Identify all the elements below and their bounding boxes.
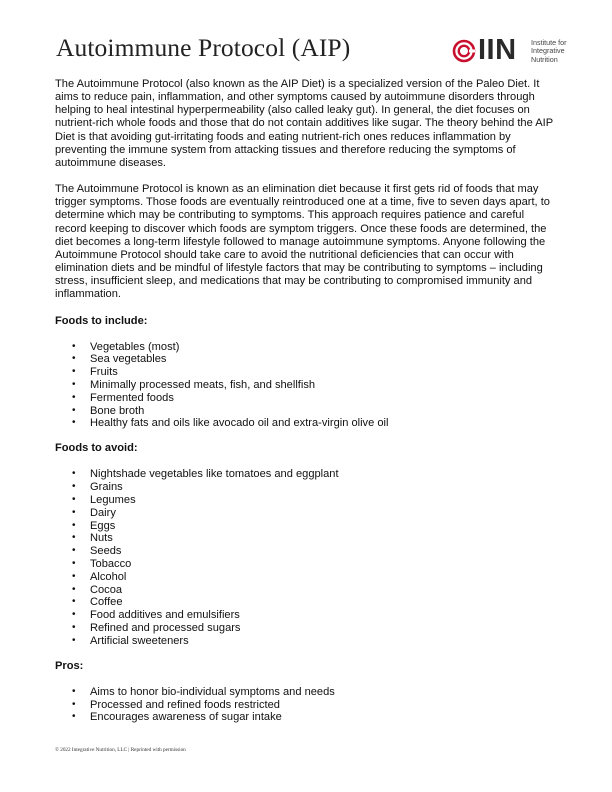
list-item-text: Grains — [90, 481, 123, 494]
swirl-logo-icon — [452, 39, 476, 63]
bullet-icon: • — [72, 391, 76, 403]
bullet-icon: • — [72, 519, 76, 531]
list-item-text: Refined and processed sugars — [90, 621, 241, 634]
list-item-text: Eggs — [90, 519, 116, 532]
bullet-icon: • — [72, 583, 76, 595]
list-item-text: Nightshade vegetables like tomatoes and eggplant — [90, 468, 339, 481]
copyright-footer: © 2022 Integrative Nutrition, LLC | Reprinted with permission — [55, 747, 186, 753]
foods-include-list — [55, 341, 555, 431]
list-item — [55, 379, 555, 392]
list-item — [55, 392, 555, 405]
list-item-text: Cocoa — [90, 583, 123, 596]
bullet-icon: • — [72, 711, 76, 723]
bullet-icon: • — [72, 493, 76, 505]
list-item — [55, 481, 555, 494]
logo-mark: IIN — [478, 34, 517, 66]
logo-line: Institute for — [531, 38, 567, 47]
list-item-text: Coffee — [90, 596, 123, 609]
list-item-text: Encourages awareness of sugar intake — [90, 711, 282, 724]
list-item — [55, 532, 555, 545]
bullet-icon: • — [72, 532, 76, 544]
foods-include-heading: Foods to include: — [55, 314, 148, 327]
list-item-text: Dairy — [90, 506, 116, 519]
list-item — [55, 507, 555, 520]
bullet-icon: • — [72, 685, 76, 697]
bullet-icon: • — [72, 417, 76, 429]
list-item-text: Aims to honor bio-individual symptoms and needs — [90, 685, 335, 698]
list-item-text: Minimally processed meats, fish, and shellfish — [90, 379, 316, 392]
bullet-icon: • — [72, 596, 76, 608]
list-item — [55, 520, 555, 533]
bullet-icon: • — [72, 609, 76, 621]
list-item — [55, 635, 555, 648]
list-item-text: Bone broth — [90, 404, 145, 417]
foods-avoid-list — [55, 468, 555, 647]
bullet-icon: • — [72, 557, 76, 569]
bullet-icon: • — [72, 404, 76, 416]
bullet-icon: • — [72, 545, 76, 557]
bullet-icon: • — [72, 340, 76, 352]
bullet-icon: • — [72, 698, 76, 710]
list-item-text: Artificial sweeteners — [90, 634, 189, 647]
list-item-text: Sea vegetables — [90, 353, 167, 366]
list-item — [55, 622, 555, 635]
list-item — [55, 596, 555, 609]
list-item — [55, 366, 555, 379]
list-item — [55, 558, 555, 571]
list-item-text: Fruits — [90, 366, 118, 379]
pros-heading: Pros: — [55, 659, 84, 672]
foods-avoid-heading: Foods to avoid: — [55, 442, 138, 455]
list-item — [55, 468, 555, 481]
list-item-text: Alcohol — [90, 570, 127, 583]
list-item — [55, 699, 555, 712]
list-item-text: Tobacco — [90, 557, 132, 570]
logo-line: Integrative — [531, 46, 565, 56]
list-item — [55, 584, 555, 597]
bullet-icon: • — [72, 481, 76, 493]
list-item — [55, 711, 555, 724]
list-item — [55, 417, 555, 430]
page-title: Autoimmune Protocol (AIP) — [56, 33, 351, 62]
list-item-text: Vegetables (most) — [90, 340, 180, 353]
logo-wordmark — [531, 39, 581, 64]
intro-paragraph: The Autoimmune Protocol (also known as the AIP Diet) is a specialized version of the Paleo Diet. It aims to reduce pain, inflammation, and other symptoms caused by autoimmune disorders through helping to heal intestinal hyperpermeability (also called leaky gut). In general, the diet focuses on nutrient-rich whole foods and those that do not contain additives like sugar. The theory behind the AIP Diet is that avoiding gut-irritating foods and eating nutrient-rich ones reduces inflammation by preventing the immune system from attacking tissues and therefore reducing the symptoms of autoimmune diseases. — [55, 78, 553, 169]
bullet-icon: • — [72, 506, 76, 518]
bullet-icon: • — [72, 621, 76, 633]
list-item-text: Seeds — [90, 545, 122, 558]
list-item — [55, 353, 555, 366]
elimination-paragraph: The Autoimmune Protocol is known as an elimination diet because it first gets rid of foods that may trigger symptoms. Those foods are eventually reintroduced one at a time, five to seven days apart, to determine which may be contributing to symptoms. This approach requires patience and careful record keeping to discover which foods are symptom triggers. Once these foods are determined, the diet becomes a long-term lifestyle followed to manage autoimmune symptoms. Anyone following the Autoimmune Protocol should take care to avoid the nutritional deficiencies that can occur with elimination diets and be mindful of lifestyle factors that may be contributing to symptoms – including stress, insufficient sleep, and medications that may be contributing to compromised immunity and inflammation. — [55, 183, 550, 301]
list-item — [55, 686, 555, 699]
list-item-text: Processed and refined foods restricted — [90, 698, 280, 711]
list-item — [55, 494, 555, 507]
pros-list — [55, 686, 555, 724]
list-item — [55, 545, 555, 558]
list-item-text: Fermented foods — [90, 391, 174, 404]
bullet-icon: • — [72, 570, 76, 582]
document-body — [55, 78, 555, 736]
list-item — [55, 405, 555, 418]
list-item-text: Healthy fats and oils like avocado oil and extra-virgin olive oil — [90, 417, 389, 430]
list-item-text: Legumes — [90, 493, 136, 506]
bullet-icon: • — [72, 634, 76, 646]
bullet-icon: • — [72, 379, 76, 391]
list-item — [55, 609, 555, 622]
list-item-text: Food additives and emulsifiers — [90, 609, 240, 622]
list-item — [55, 341, 555, 354]
logo-line: Nutrition — [531, 54, 558, 64]
bullet-icon: • — [72, 468, 76, 480]
bullet-icon: • — [72, 353, 76, 365]
iin-logo — [452, 34, 572, 68]
list-item-text: Nuts — [90, 532, 113, 545]
list-item — [55, 571, 555, 584]
bullet-icon: • — [72, 366, 76, 378]
